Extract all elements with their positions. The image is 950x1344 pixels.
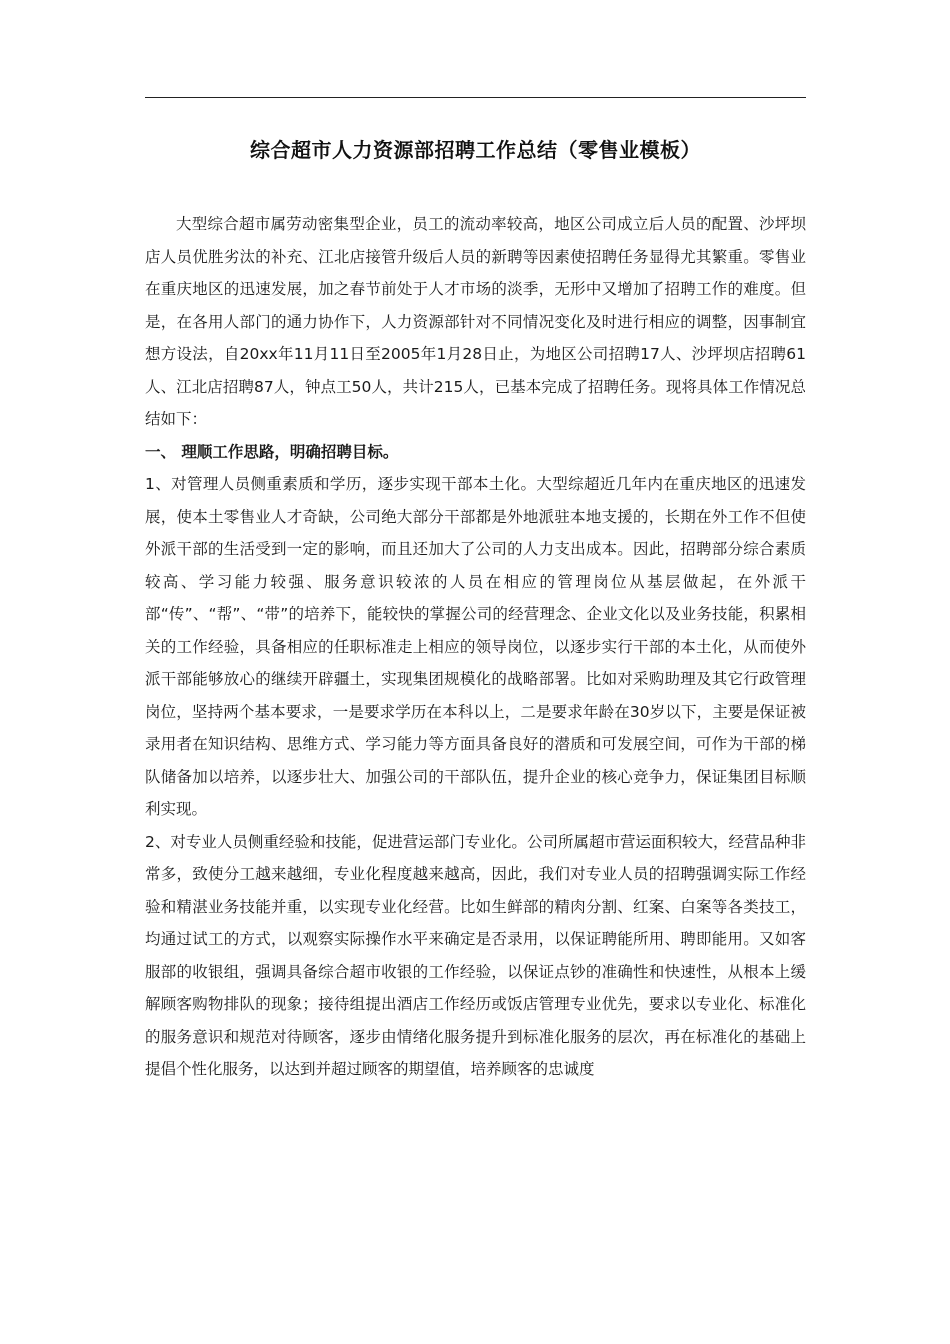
point-paragraph-2: 2、对专业人员侧重经验和技能，促进营运部门专业化。公司所属超市营运面积较大，经营品种非常多，致使分工越来越细，专业化程度越来越高，因此，我们对专业人员的招聘强调实际工作经验和精湛业务技能并重，以实现专业化经营。比如生鲜部的精肉分割、红案、白案等各类技工，均通过试工的方式，以观察实际操作水平来确定是否录用，以保证聘能所用、聘即能用。又如客服部的收银组，强调具备综合超市收银的工作经验，以保证点钞的准确性和快速性，从根本上缓解顾客购物排队的现象；接待组提出酒店工作经历或饭店管理专业优先，要求以专业化、标准化的服务意识和规范对待顾客，逐步由情绪化服务提升到标准化服务的层次，再在标准化的基础上提倡个性化服务，以达到并超过顾客的期望值，培养顾客的忠诚度 bbox=[145, 832, 806, 1078]
intro-paragraph: 大型综合超市属劳动密集型企业，员工的流动率较高，地区公司成立后人员的配置、沙坪坝店人员优胜劣汰的补充、江北店接管升级后人员的新聘等因素使招聘任务显得尤其繁重。零售业在重庆地区的迅速发展，加之春节前处于人才市场的淡季，无形中又增加了招聘工作的难度。但是，在各用人部门的通力协作下，人力资源部针对不同情况变化及时进行相应的调整，因事制宜想方设法，自20xx年11月11日至2005年1月28日止，为地区公司招聘17人、沙坪坝店招聘61人、江北店招聘87人，钟点工50人，共计215人，已基本完成了招聘任务。现将具体工作情况总结如下： bbox=[145, 215, 806, 428]
document-body bbox=[145, 208, 806, 1086]
section-heading-1: 一、 理顺工作思路，明确招聘目标。 bbox=[145, 442, 399, 461]
point-paragraph-1: 1、对管理人员侧重素质和学历，逐步实现干部本土化。大型综超近几年内在重庆地区的迅速发展，使本土零售业人才奇缺，公司绝大部分干部都是外地派驻本地支援的，长期在外工作不但使外派干部的生活受到一定的影响，而且还加大了公司的人力支出成本。因此，招聘部分综合素质较高、学习能力较强、服务意识较浓的人员在相应的管理岗位从基层做起，在外派干部“传”、“帮”、“带”的培养下，能较快的掌握公司的经营理念、企业文化以及业务技能，积累相关的工作经验，具备相应的任职标准走上相应的领导岗位，以逐步实行干部的本土化，从而使外派干部能够放心的继续开辟疆土，实现集团规模化的战略部署。比如对采购助理及其它行政管理岗位，坚持两个基本要求，一是要求学历在本科以上，二是要求年龄在30岁以下，主要是保证被录用者在知识结构、思维方式、学习能力等方面具备良好的潜质和可发展空间，可作为干部的梯队储备加以培养，以逐步壮大、加强公司的干部队伍，提升企业的核心竞争力，保证集团目标顺利实现。 bbox=[145, 475, 806, 818]
header-rule bbox=[145, 97, 806, 98]
document-title: 综合超市人力资源部招聘工作总结（零售业模板） bbox=[250, 138, 701, 162]
